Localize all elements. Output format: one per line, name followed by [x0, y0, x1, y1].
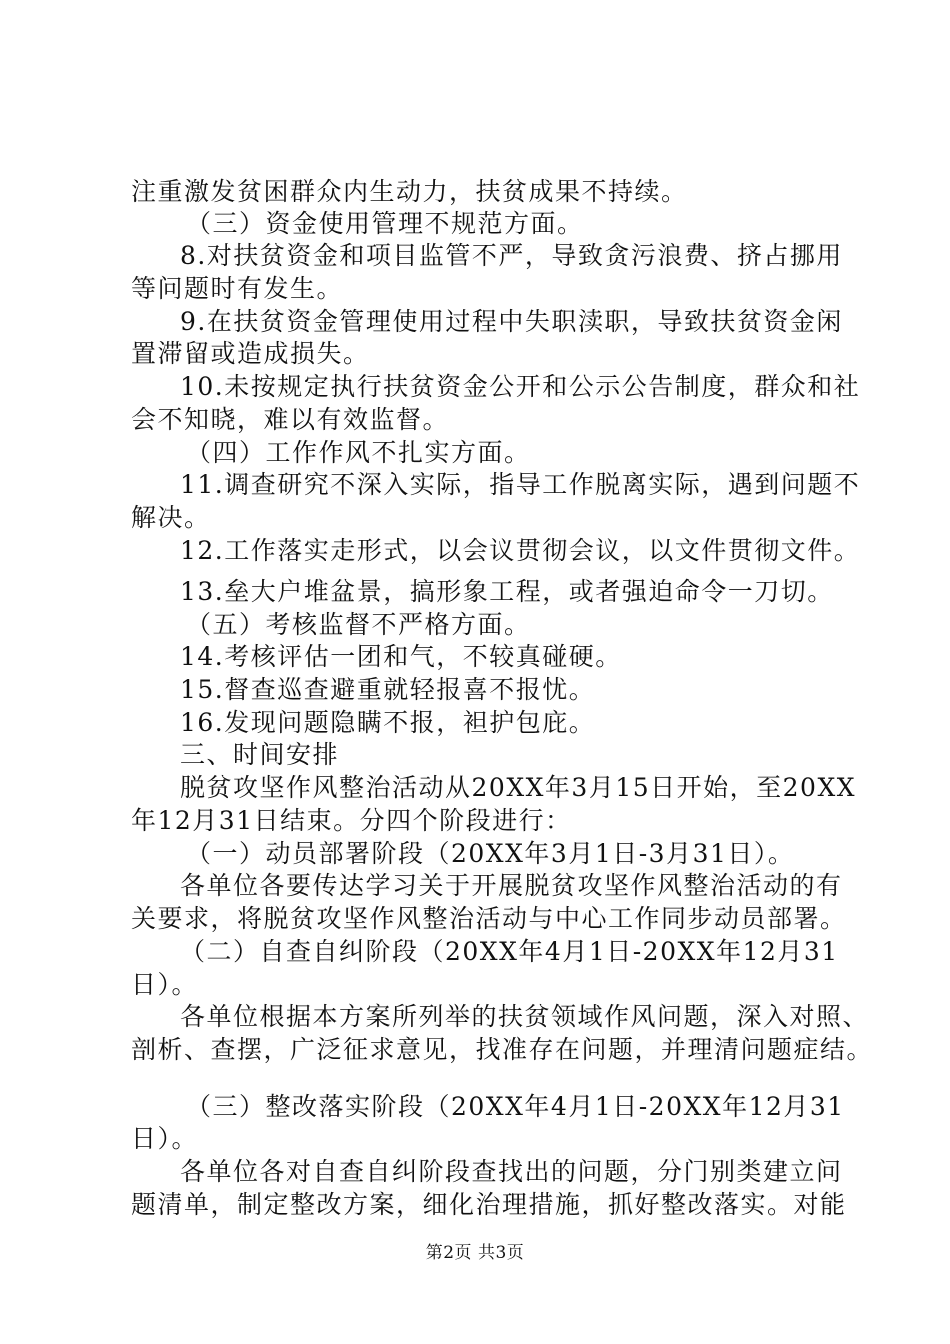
page-footer: 第2页 共3页	[425, 1243, 525, 1263]
text-line-8: 会不知晓，难以有效监督。	[131, 405, 450, 434]
text-line-11: 解决。	[131, 503, 211, 532]
text-line-10: 11.调查研究不深入实际，指导工作脱离实际，遇到问题不	[180, 470, 861, 499]
section-heading-time: 三、时间安排	[180, 740, 340, 769]
phase-heading-1: （一）动员部署阶段（20XX年3月1日-3月31日）。	[186, 839, 795, 868]
phase-heading-2: （二）自查自纠阶段（20XX年4月1日-20XX年12月31	[180, 937, 839, 966]
text-line-12: 12.工作落实走形式，以会议贯彻会议，以文件贯彻文件。	[180, 536, 861, 565]
text-line-3: 8.对扶贫资金和项目监管不严，导致贪污浪费、挤占挪用	[180, 241, 843, 270]
text-line-20: 年12月31日结束。分四个阶段进行：	[131, 806, 572, 835]
text-line-30: 各单位各对自查自纠阶段查找出的问题，分门别类建立问	[180, 1157, 843, 1186]
text-line-27: 剖析、查摆，广泛征求意见，找准存在问题，并理清问题症结。	[131, 1035, 874, 1064]
text-line-13: 13.垒大户堆盆景，搞形象工程，或者强迫命令一刀切。	[180, 577, 834, 606]
section-heading-4: （四）工作作风不扎实方面。	[186, 438, 531, 467]
text-line-23: 关要求，将脱贫攻坚作风整治活动与中心工作同步动员部署。	[131, 904, 847, 933]
phase-heading-3: （三）整改落实阶段（20XX年4月1日-20XX年12月31	[186, 1092, 845, 1121]
text-line-22: 各单位各要传达学习关于开展脱贫攻坚作风整治活动的有	[180, 871, 843, 900]
text-line-6: 置滞留或造成损失。	[131, 339, 370, 368]
text-line-7: 10.未按规定执行扶贫资金公开和公示公告制度，群众和社	[180, 372, 861, 401]
text-line-29: 日）。	[131, 1124, 199, 1153]
text-line-16: 15.督查巡查避重就轻报喜不报忧。	[180, 675, 596, 704]
text-line-19: 脱贫攻坚作风整治活动从20XX年3月15日开始，至20XX	[180, 773, 857, 802]
section-heading-3: （三）资金使用管理不规范方面。	[186, 209, 584, 238]
text-line-31: 题清单，制定整改方案，细化治理措施，抓好整改落实。对能	[131, 1190, 847, 1219]
text-line-17: 16.发现问题隐瞒不报，袒护包庇。	[180, 708, 596, 737]
text-line-26: 各单位根据本方案所列举的扶贫领域作风问题，深入对照、	[180, 1002, 870, 1031]
section-heading-5: （五）考核监督不严格方面。	[186, 610, 531, 639]
text-line-4: 等问题时有发生。	[131, 274, 344, 303]
text-line-25: 日）。	[131, 970, 199, 999]
text-line-5: 9.在扶贫资金管理使用过程中失职渎职，导致扶贫资金闲	[180, 307, 843, 336]
text-line-15: 14.考核评估一团和气，不较真碰硬。	[180, 642, 622, 671]
text-line-1: 注重激发贫困群众内生动力，扶贫成果不持续。	[131, 177, 688, 206]
